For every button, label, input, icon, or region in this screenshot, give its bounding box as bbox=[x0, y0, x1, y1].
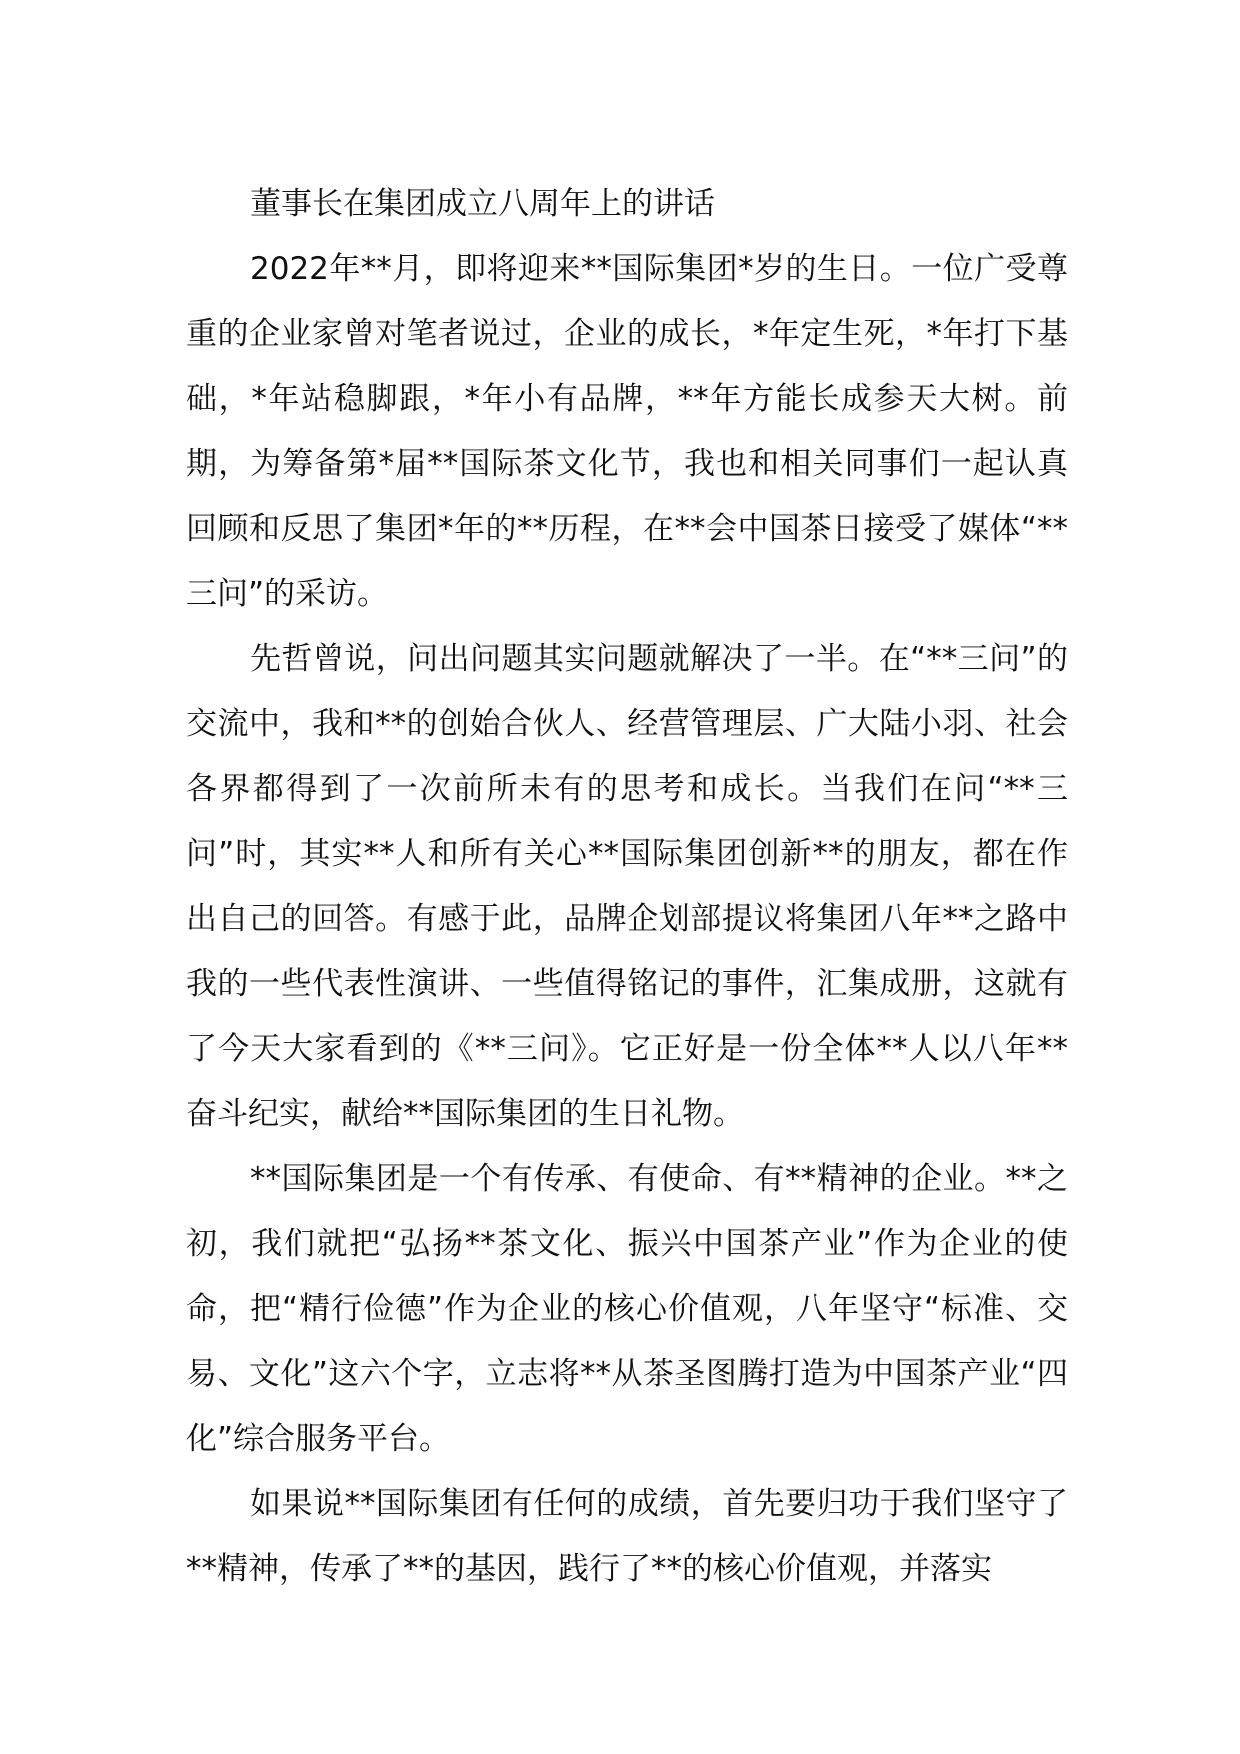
paragraph-2: 先哲曾说，问出问题其实问题就解决了一半。在“**三问”的交流中，我和**的创始合伙人、经营管理层、广大陆小羽、社会各界都得到了一次前所未有的思考和成长。当我们在问“**三问”时，其实**人和所有关心**国际集团创新**的朋友，都在作出自己的回答。有感于此，品牌企划部提议将集团八年**之路中我的一些代表性演讲、一些值得铭记的事件，汇集成册，这就有了今天大家看到的《**三问》。它正好是一份全体**人以八年**奋斗纪实，献给**国际集团的生日礼物。 bbox=[186, 641, 1068, 1132]
paragraph-4: 如果说**国际集团有任何的成绩，首先要归功于我们坚守了**精神，传承了**的基因，践行了**的核心价值观，并落实 bbox=[186, 1486, 1068, 1587]
document-page bbox=[186, 172, 1068, 1602]
document-title: 董事长在集团成立八周年上的讲话 bbox=[250, 186, 715, 222]
paragraph-3: **国际集团是一个有传承、有使命、有**精神的企业。**之初，我们就把“弘扬**茶文化、振兴中国茶产业”作为企业的使命，把“精行俭德”作为企业的核心价值观，八年坚守“标准、交易、文化”这六个字，立志将**从茶圣图腾打造为中国茶产业“四化”综合服务平台。 bbox=[186, 1161, 1068, 1457]
paragraph-1: 2022年**月，即将迎来**国际集团*岁的生日。一位广受尊重的企业家曾对笔者说过，企业的成长，*年定生死，*年打下基础，*年站稳脚跟，*年小有品牌，**年方能长成参天大树。前期，为筹备第*届**国际茶文化节，我也和相关同事们一起认真回顾和反思了集团*年的**历程，在**会中国茶日接受了媒体“**三问”的采访。 bbox=[186, 251, 1068, 612]
